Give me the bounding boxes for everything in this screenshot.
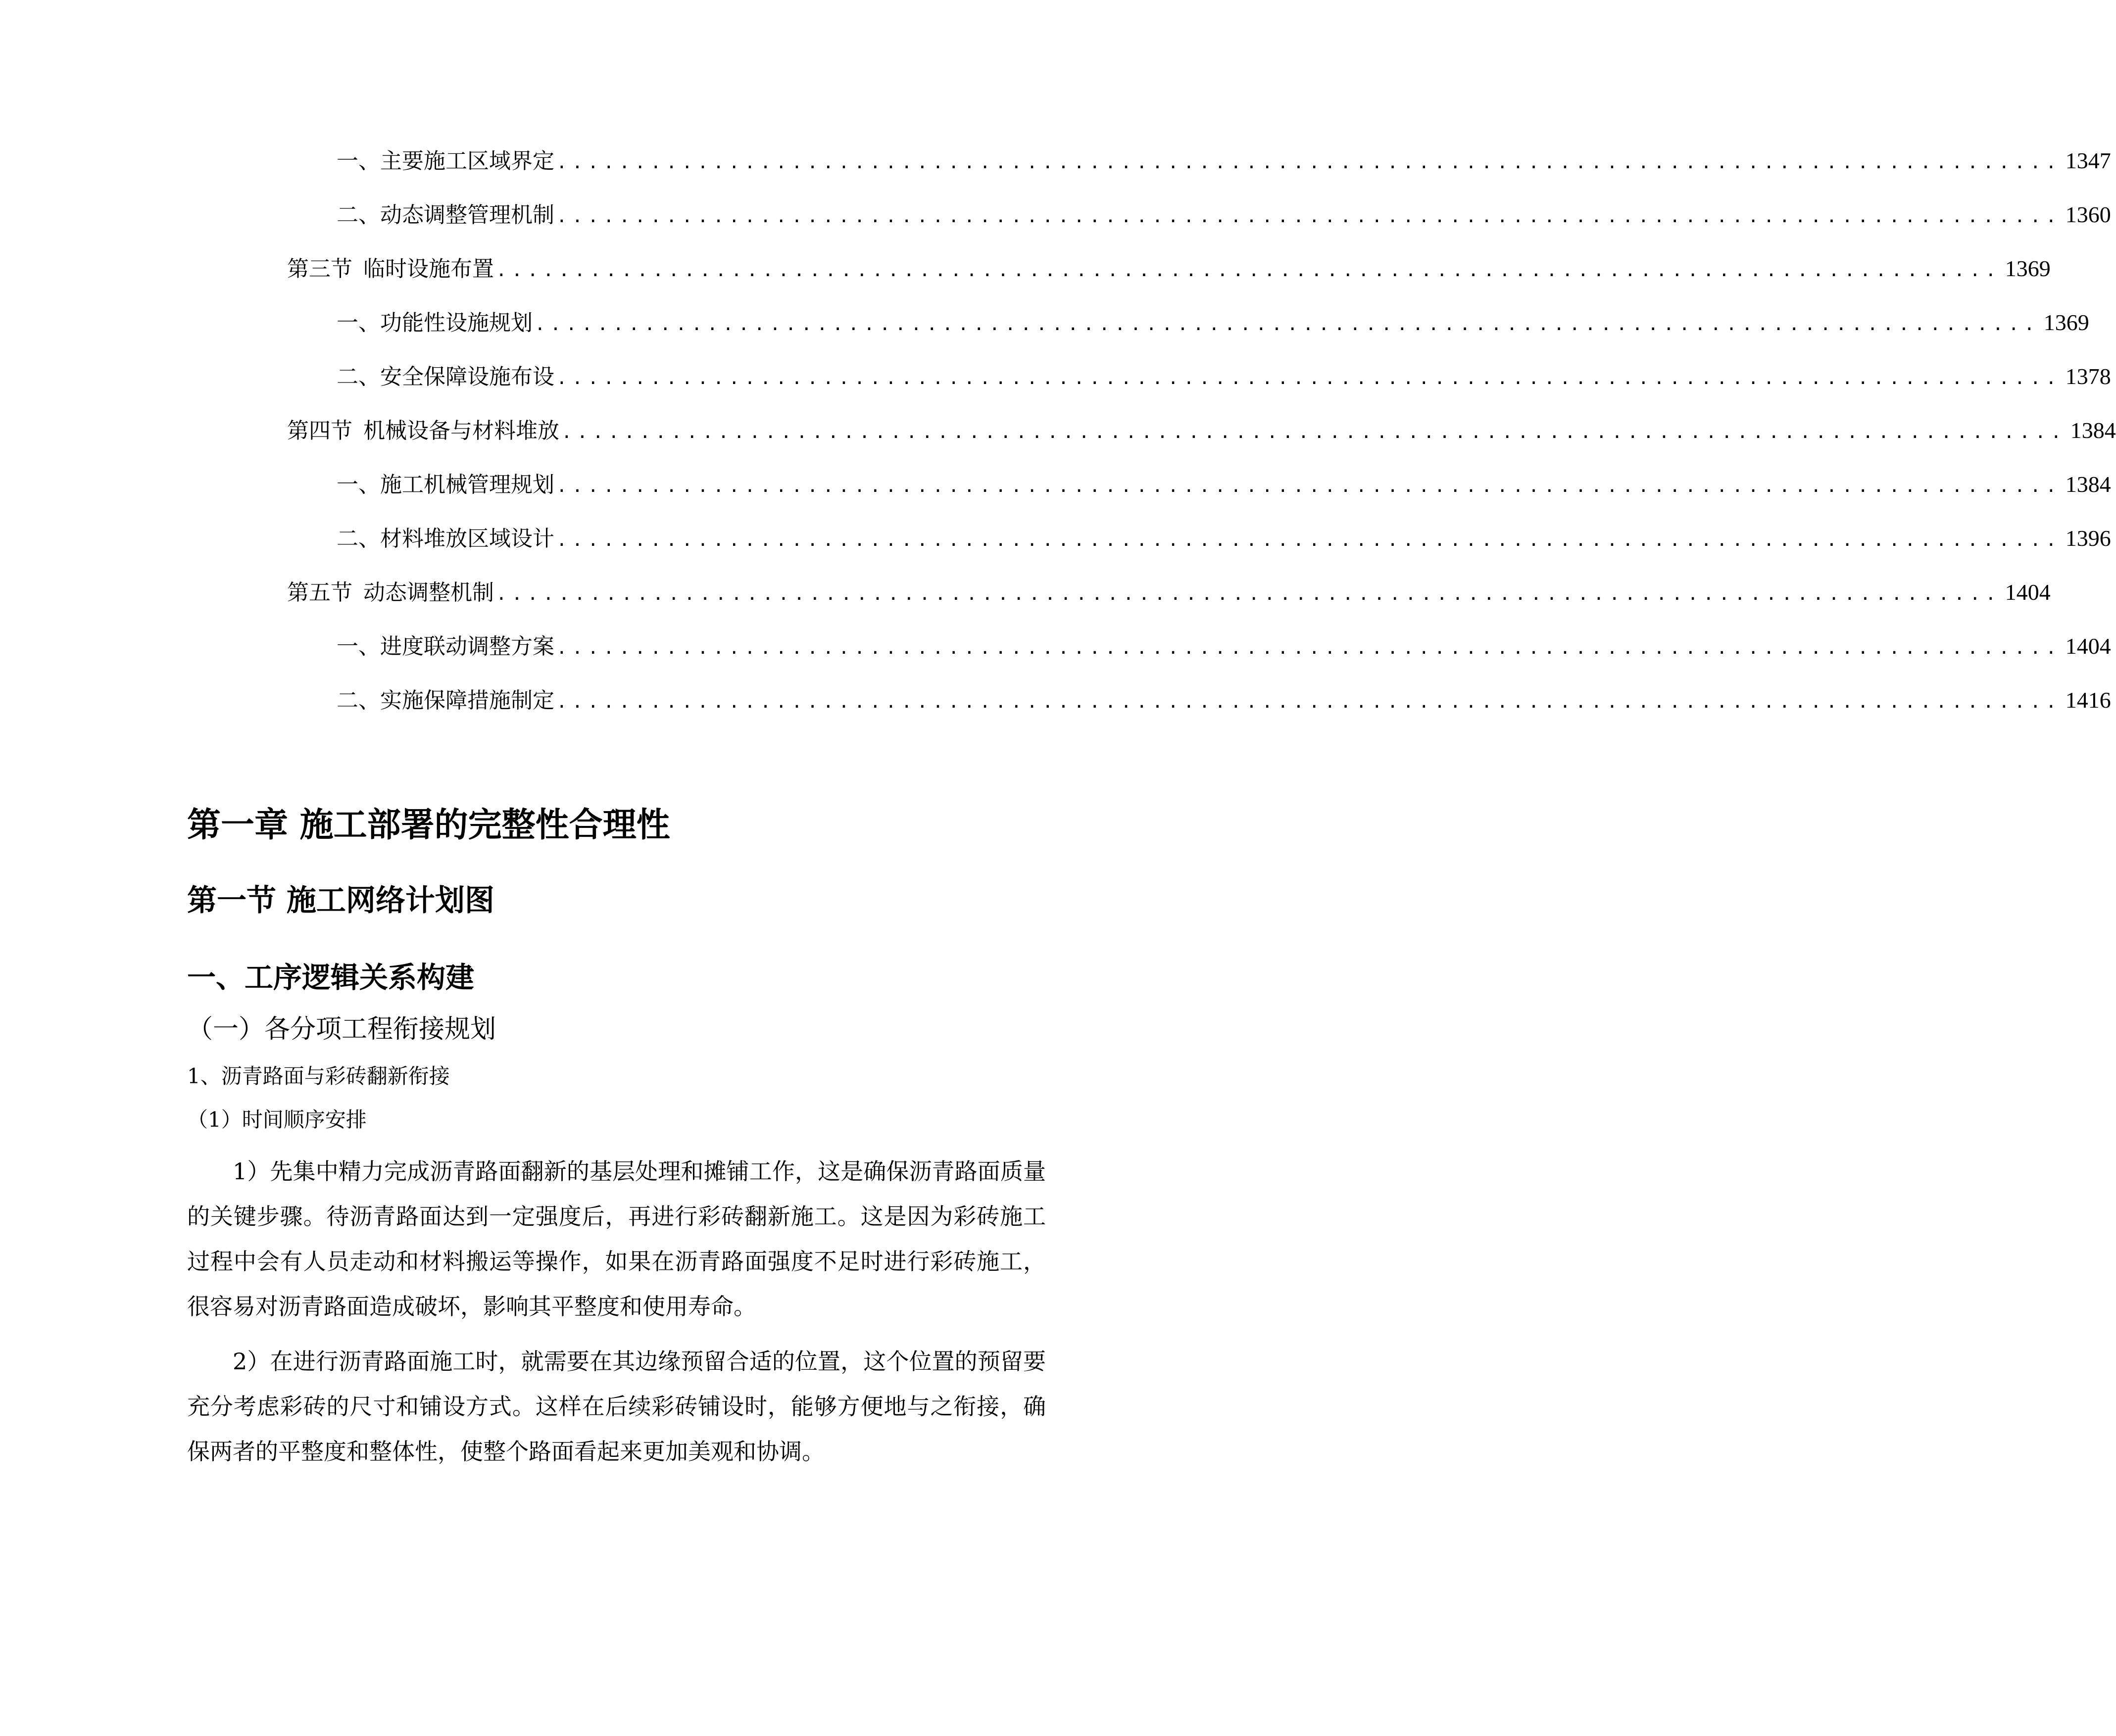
toc-entry-page: 1384	[2065, 472, 2111, 497]
toc-entry-title: 动态调整机制	[363, 580, 494, 605]
toc-entry-title: 实施保障措施制定	[380, 688, 554, 713]
toc-entry[interactable]	[287, 575, 2051, 610]
toc-dot-leader: ................................................................................................	[556, 476, 2062, 496]
toc-entry-page: 1396	[2065, 526, 2111, 551]
toc-entry-page: 1369	[2043, 310, 2089, 335]
toc-entry-number: 一、	[337, 310, 380, 336]
toc-dot-leader: ................................................................................................	[556, 692, 2062, 712]
toc-entry-number: 二、	[337, 526, 380, 551]
item-title: 1、沥青路面与彩砖翻新衔接	[187, 1064, 450, 1088]
chapter-title: 第一章 施工部署的完整性合理性	[187, 806, 670, 845]
body-paragraph: 2）在进行沥青路面施工时，就需要在其边缘预留合适的位置，这个位置的预留要充分考虑彩砖的尺寸和铺设方式。这样在后续彩砖铺设时，能够方便地与之衔接，确保两者的平整度和整体性，使整个路面看起来更加美观和协调。	[187, 1348, 1046, 1465]
toc-entry[interactable]	[337, 629, 2111, 664]
toc-entry-title: 安全保障设施布设	[380, 364, 554, 389]
section-title: 第一节 施工网络计划图	[187, 883, 494, 918]
toc-dot-leader: ................................................................................................	[556, 152, 2062, 173]
toc-dot-leader: ................................................................................................	[556, 638, 2062, 658]
toc-entry-number: 一、	[337, 148, 380, 174]
toc-entry-title: 临时设施布置	[363, 256, 494, 282]
toc-dot-leader: ................................................................................................	[561, 422, 2067, 442]
toc-dot-leader: ................................................................................................	[535, 314, 2040, 335]
toc-entry[interactable]	[337, 683, 2111, 718]
subsection-title: 一、工序逻辑关系构建	[187, 961, 475, 994]
toc-entry-number: 第四节	[287, 418, 352, 443]
toc-entry-page: 1369	[2005, 256, 2051, 281]
toc-entry-page: 1384	[2070, 418, 2116, 443]
toc-dot-leader: ................................................................................................	[556, 368, 2062, 388]
subitem-title: （1）时间顺序安排	[187, 1108, 367, 1132]
toc-entry[interactable]	[337, 144, 2111, 178]
toc-entry-number: 二、	[337, 202, 380, 228]
toc-entry-title: 机械设备与材料堆放	[363, 418, 559, 443]
toc-entry-title: 施工机械管理规划	[380, 472, 554, 497]
toc-entry-title: 材料堆放区域设计	[380, 526, 554, 551]
toc-dot-leader: ................................................................................................	[496, 584, 2001, 604]
toc-dot-leader: ................................................................................................	[556, 530, 2062, 550]
toc-entry-page: 1360	[2065, 202, 2111, 227]
toc-entry[interactable]	[337, 197, 2111, 232]
toc-entry-page: 1347	[2065, 148, 2111, 173]
subsubsection-title: （一）各分项工程衔接规划	[187, 1014, 496, 1044]
toc-entry-title: 动态调整管理机制	[380, 202, 554, 228]
toc-entry-number: 第三节	[287, 256, 352, 282]
toc-entry-page: 1404	[2065, 633, 2111, 659]
toc-entry-page: 1416	[2065, 687, 2111, 713]
toc-entry-page: 1378	[2065, 364, 2111, 389]
toc-entry[interactable]	[337, 467, 2111, 502]
toc-entry[interactable]	[287, 413, 2116, 448]
toc-entry[interactable]	[337, 521, 2111, 556]
toc-entry-number: 二、	[337, 364, 380, 389]
toc-entry-number: 第五节	[287, 580, 352, 605]
toc-entry-number: 一、	[337, 634, 380, 659]
toc-entry[interactable]	[337, 359, 2111, 394]
toc-entry[interactable]	[287, 251, 2051, 286]
toc-dot-leader: ................................................................................................	[556, 206, 2062, 227]
toc-entry[interactable]	[337, 305, 2089, 340]
toc-entry-title: 功能性设施规划	[380, 310, 533, 336]
toc-dot-leader: ................................................................................................	[496, 260, 2001, 281]
toc-entry-number: 一、	[337, 472, 380, 497]
toc-entry-title: 进度联动调整方案	[380, 634, 554, 659]
body-paragraph: 1）先集中精力完成沥青路面翻新的基层处理和摊铺工作，这是确保沥青路面质量的关键步骤。待沥青路面达到一定强度后，再进行彩砖翻新施工。这是因为彩砖施工过程中会有人员走动和材料搬运等操作，如果在沥青路面强度不足时进行彩砖施工，很容易对沥青路面造成破坏，影响其平整度和使用寿命。	[187, 1158, 1046, 1320]
toc-entry-title: 主要施工区域界定	[380, 148, 554, 174]
toc-entry-number: 二、	[337, 688, 380, 713]
toc-entry-page: 1404	[2005, 579, 2051, 605]
